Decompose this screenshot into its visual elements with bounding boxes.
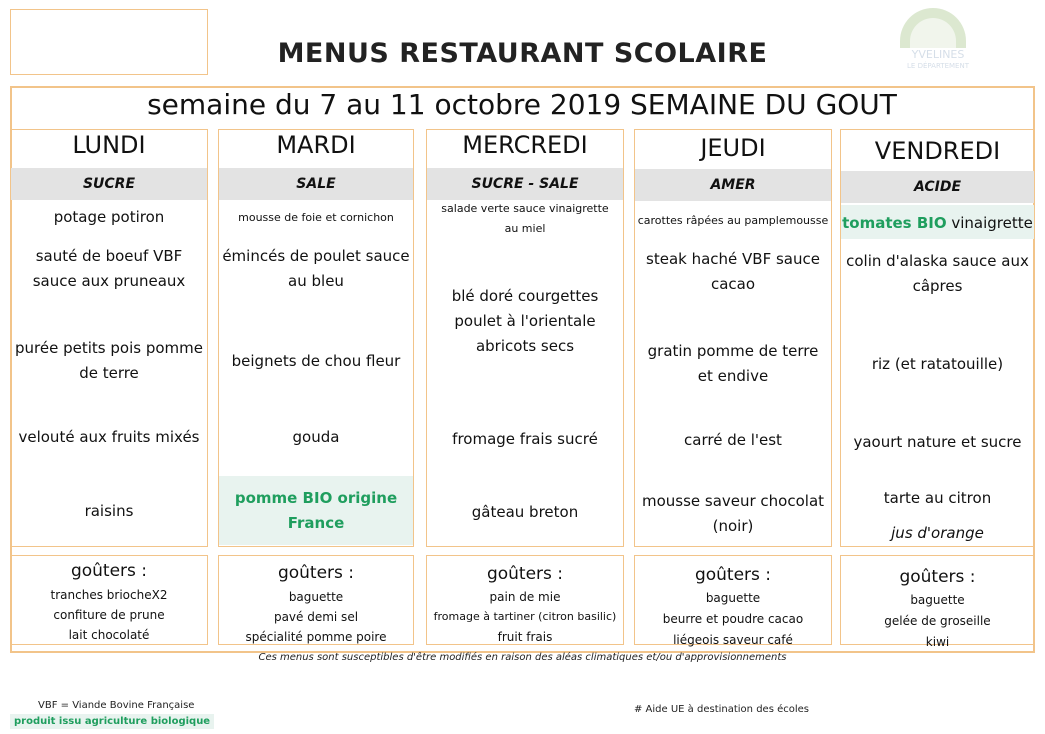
dish-main-line: câpres bbox=[912, 277, 963, 295]
aide-ue-note: # Aide UE à destination des écoles bbox=[634, 704, 809, 715]
dish-main-line: émincés de poulet sauce bbox=[222, 247, 410, 265]
day-name: MARDI bbox=[276, 131, 356, 159]
page-title: MENUS RESTAURANT SCOLAIRE bbox=[277, 38, 768, 69]
dish-side-line: de terre bbox=[79, 364, 139, 382]
snack-item: baguette bbox=[705, 591, 761, 605]
snack-heading: goûters : bbox=[694, 565, 772, 585]
dish-main-line: poulet à l'orientale bbox=[454, 312, 596, 330]
dish-dairy: carré de l'est bbox=[684, 431, 782, 449]
dish-dessert: gâteau breton bbox=[471, 503, 579, 521]
legend-bio: produit issu agriculture biologique bbox=[10, 714, 214, 729]
dish-dessert-line: mousse saveur chocolat bbox=[641, 492, 825, 510]
snack-item: baguette bbox=[288, 590, 344, 604]
dish-main-line: colin d'alaska sauce aux bbox=[846, 252, 1029, 270]
day-theme: SALE bbox=[219, 168, 413, 200]
dish-dessert-bio: France bbox=[287, 514, 345, 532]
dish-side-line: purée petits pois pomme bbox=[15, 339, 203, 357]
day-theme: SUCRE bbox=[11, 168, 207, 200]
dish-dairy: velouté aux fruits mixés bbox=[18, 428, 200, 446]
logo-subtext: LE DÉPARTEMENT bbox=[907, 62, 969, 70]
snack-item: kiwi bbox=[925, 635, 950, 649]
snack-item: beurre et poudre cacao bbox=[662, 612, 804, 626]
dish-main-line: sauté de boeuf VBF bbox=[35, 247, 183, 265]
day-name: MERCREDI bbox=[462, 131, 588, 159]
dish-side-line: gratin pomme de terre bbox=[647, 342, 819, 360]
snack-item: lait chocolaté bbox=[68, 628, 150, 642]
day-theme: AMER bbox=[635, 169, 831, 201]
dish-starter: potage potiron bbox=[53, 208, 165, 226]
dish-dessert: raisins bbox=[84, 502, 134, 520]
day-theme: SUCRE - SALE bbox=[427, 168, 623, 200]
bio-label: tomates BIO bbox=[842, 214, 947, 232]
logo-text: YVELINES bbox=[911, 48, 965, 61]
menu-disclaimer: Ces menus sont susceptibles d'être modifiés en raison des aléas climatiques et/ou d'approvisionnements bbox=[258, 652, 787, 663]
dish-side: beignets de chou fleur bbox=[231, 352, 401, 370]
dish-starter-line: salade verte sauce vinaigrette bbox=[441, 202, 609, 215]
dish-dairy: yaourt nature et sucre bbox=[853, 433, 1022, 451]
dish-drink: jus d'orange bbox=[891, 524, 984, 542]
dish-side: riz (et ratatouille) bbox=[871, 355, 1004, 373]
dish-dessert-bio: pomme BIO origine bbox=[234, 489, 398, 507]
snack-item: fruit frais bbox=[497, 630, 553, 644]
snack-item: gelée de groseille bbox=[884, 614, 991, 628]
dish-side-line: et endive bbox=[697, 367, 769, 385]
snack-item: fromage à tartiner (citron basilic) bbox=[433, 610, 617, 623]
snack-item: confiture de prune bbox=[53, 608, 165, 622]
dish-main-line: steak haché VBF sauce bbox=[646, 250, 820, 268]
snack-item: liégeois saveur café bbox=[673, 633, 793, 647]
dish-main-line: abricots secs bbox=[475, 337, 575, 355]
snack-item: tranches briocheX2 bbox=[50, 588, 168, 602]
legend-vbf: VBF = Viande Bovine Française bbox=[38, 700, 195, 711]
dish-starter bbox=[840, 211, 1035, 236]
dish-dessert: tarte au citron bbox=[883, 489, 992, 507]
dish-starter: mousse de foie et cornichon bbox=[238, 211, 394, 224]
dish-dairy: fromage frais sucré bbox=[452, 430, 598, 448]
snack-item: pavé demi sel bbox=[273, 610, 359, 624]
snack-heading: goûters : bbox=[486, 564, 564, 584]
dish-dessert-line: (noir) bbox=[712, 517, 754, 535]
yvelines-logo bbox=[888, 4, 988, 82]
day-theme: ACIDE bbox=[841, 171, 1034, 203]
snack-heading: goûters : bbox=[70, 561, 148, 581]
dish-dairy: gouda bbox=[292, 428, 340, 446]
day-name: JEUDI bbox=[700, 134, 766, 162]
dish-starter-rest: vinaigrette bbox=[946, 214, 1033, 232]
day-name: LUNDI bbox=[72, 131, 146, 159]
day-name: VENDREDI bbox=[874, 137, 1001, 165]
dish-main-line: blé doré courgettes bbox=[451, 287, 599, 305]
week-title: semaine du 7 au 11 octobre 2019 SEMAINE DU GOUT bbox=[147, 88, 897, 121]
snack-item: spécialité pomme poire bbox=[245, 630, 387, 644]
snack-heading: goûters : bbox=[899, 567, 976, 587]
dish-main-line: au bleu bbox=[288, 272, 344, 290]
snack-item: baguette bbox=[910, 593, 965, 607]
dish-main-line: cacao bbox=[710, 275, 756, 293]
snack-heading: goûters : bbox=[277, 563, 355, 583]
dish-starter: carottes râpées au pamplemousse bbox=[637, 214, 829, 227]
snack-item: pain de mie bbox=[489, 590, 561, 604]
dish-starter-line: au miel bbox=[504, 222, 546, 235]
dish-main-line: sauce aux pruneaux bbox=[32, 272, 186, 290]
